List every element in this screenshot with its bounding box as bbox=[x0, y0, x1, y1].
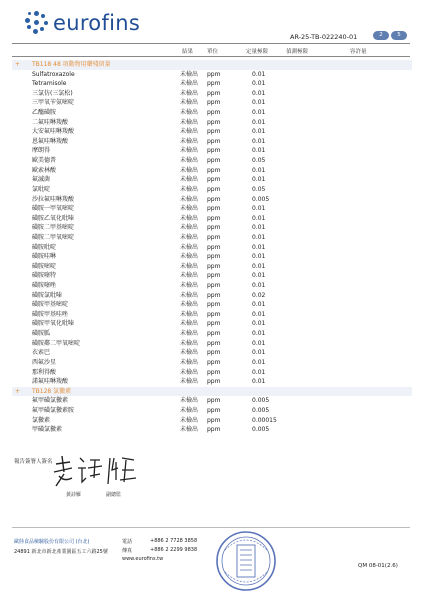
limit-value: 0.00015 bbox=[252, 416, 277, 424]
result-value: 未檢出 bbox=[180, 330, 199, 338]
unit-value: ppm bbox=[207, 330, 221, 338]
analyte-name: 磺胺噻唑 bbox=[32, 282, 57, 290]
unit-value: ppm bbox=[207, 89, 221, 97]
table-row bbox=[12, 214, 412, 224]
limit-value: 0.01 bbox=[252, 99, 266, 107]
analyte-name: 歐索林酸 bbox=[32, 166, 57, 174]
unit-value: ppm bbox=[207, 291, 221, 299]
table-row bbox=[12, 185, 412, 195]
result-value: 未檢出 bbox=[180, 426, 199, 434]
unit-value: ppm bbox=[207, 426, 221, 434]
limit-value: 0.01 bbox=[252, 262, 266, 270]
analyte-name: 西氟沙星 bbox=[32, 358, 57, 366]
table-row bbox=[12, 166, 412, 176]
table-row bbox=[12, 262, 412, 272]
limit-value: 0.01 bbox=[252, 339, 266, 347]
table-row bbox=[12, 310, 412, 320]
result-value: 未檢出 bbox=[180, 416, 199, 424]
table-row bbox=[12, 223, 412, 233]
unit-value: ppm bbox=[207, 397, 221, 405]
logo-dots-icon bbox=[24, 10, 50, 36]
unit-value: ppm bbox=[207, 262, 221, 270]
table-row bbox=[12, 368, 412, 378]
result-value: 未檢出 bbox=[180, 291, 199, 299]
result-value: 未檢出 bbox=[180, 80, 199, 88]
result-value: 未檢出 bbox=[180, 301, 199, 309]
footer-divider bbox=[12, 527, 410, 528]
table-row bbox=[12, 339, 412, 349]
unit-value: ppm bbox=[207, 320, 221, 328]
limit-value: 0.01 bbox=[252, 282, 266, 290]
col-unit: 單位 bbox=[207, 49, 219, 55]
result-value: 未檢出 bbox=[180, 185, 199, 193]
unit-value: ppm bbox=[207, 339, 221, 347]
result-value: 未檢出 bbox=[180, 70, 199, 78]
limit-value: 0.05 bbox=[252, 185, 266, 193]
result-value: 未檢出 bbox=[180, 109, 199, 117]
analyte-name: 磺胺噻特 bbox=[32, 272, 57, 280]
result-value: 未檢出 bbox=[180, 137, 199, 145]
result-value: 未檢出 bbox=[180, 157, 199, 165]
unit-value: ppm bbox=[207, 282, 221, 290]
analyte-name: Sulfatroxazole bbox=[32, 70, 75, 78]
col-method: 偵測極限 bbox=[286, 49, 309, 55]
result-value: 未檢出 bbox=[180, 205, 199, 213]
limit-value: 0.01 bbox=[252, 89, 266, 97]
result-value: 未檢出 bbox=[180, 89, 199, 97]
analyte-name: 磺胺一甲氧嘧啶 bbox=[32, 205, 75, 213]
unit-value: ppm bbox=[207, 406, 221, 414]
result-value: 未檢出 bbox=[180, 358, 199, 366]
table-row bbox=[12, 89, 412, 99]
table-row bbox=[12, 319, 412, 329]
table-row bbox=[12, 146, 412, 156]
table-row bbox=[12, 79, 412, 89]
limit-value: 0.01 bbox=[252, 176, 266, 184]
limit-value: 0.05 bbox=[252, 157, 266, 165]
table-row bbox=[12, 156, 412, 166]
company-name: 歐陸食品檢驗股份有限公司 (台北) bbox=[14, 539, 90, 545]
col-spec: 容許量 bbox=[350, 49, 367, 55]
result-value: 未檢出 bbox=[180, 166, 199, 174]
analyte-name: Tetramisole bbox=[32, 80, 67, 88]
limit-value: 0.01 bbox=[252, 272, 266, 280]
website-link[interactable]: www.eurofins.tw bbox=[122, 556, 164, 562]
table-row bbox=[12, 127, 412, 137]
page-total-badge: 5 bbox=[391, 31, 407, 40]
unit-value: ppm bbox=[207, 195, 221, 203]
signer-name: 黃詩雁 bbox=[66, 492, 82, 498]
section-header bbox=[12, 387, 412, 397]
result-value: 未檢出 bbox=[180, 118, 199, 126]
unit-value: ppm bbox=[207, 272, 221, 280]
table-row bbox=[12, 137, 412, 147]
unit-value: ppm bbox=[207, 176, 221, 184]
analyte-name: 磺胺二甲氧嘧啶 bbox=[32, 233, 75, 241]
analyte-name: 磺胺胍 bbox=[32, 330, 51, 338]
analyte-name: 大安氟哇啉羧酸 bbox=[32, 128, 75, 136]
limit-value: 0.01 bbox=[252, 128, 266, 136]
result-value: 未檢出 bbox=[180, 262, 199, 270]
table-row bbox=[12, 108, 412, 118]
result-value: 未檢出 bbox=[180, 195, 199, 203]
table-row bbox=[12, 406, 412, 416]
unit-value: ppm bbox=[207, 157, 221, 165]
analyte-name: 氯吡啶 bbox=[32, 185, 51, 193]
analyte-name: 磺胺乙氧化吡嗪 bbox=[32, 214, 75, 222]
brand-name: eurofins bbox=[53, 11, 141, 35]
limit-value: 0.01 bbox=[252, 243, 266, 251]
analyte-name: 摩朗得 bbox=[32, 147, 51, 155]
table-row bbox=[12, 281, 412, 291]
table-row bbox=[12, 243, 412, 253]
analyte-name: 乙醯磺胺 bbox=[32, 109, 57, 117]
limit-value: 0.005 bbox=[252, 397, 270, 405]
analyte-name: 磺胺甲基嘧啶 bbox=[32, 301, 69, 309]
analyte-name: 磺胺嘧啶 bbox=[32, 262, 57, 270]
page-current-badge: 2 bbox=[373, 31, 389, 40]
limit-value: 0.005 bbox=[252, 195, 270, 203]
limit-value: 0.005 bbox=[252, 406, 270, 414]
limit-value: 0.01 bbox=[252, 233, 266, 241]
unit-value: ppm bbox=[207, 128, 221, 136]
tel-label: 電話 bbox=[122, 539, 133, 545]
result-value: 未檢出 bbox=[180, 406, 199, 414]
limit-value: 0.01 bbox=[252, 109, 266, 117]
table-row bbox=[12, 329, 412, 339]
table-row bbox=[12, 70, 412, 80]
analyte-name: 氯黴素 bbox=[32, 416, 51, 424]
result-value: 未檢出 bbox=[180, 243, 199, 251]
analyte-name: 沙拉氟哇啉羧酸 bbox=[32, 195, 75, 203]
analyte-name: 磺胺甲基哇唑 bbox=[32, 310, 69, 318]
result-value: 未檢出 bbox=[180, 339, 199, 347]
unit-value: ppm bbox=[207, 70, 221, 78]
company-seal-stamp bbox=[215, 530, 277, 592]
section-label: TB128 氯黴素 bbox=[32, 387, 72, 395]
analyte-name: 那利得酸 bbox=[32, 368, 57, 376]
limit-value: 0.01 bbox=[252, 349, 266, 357]
unit-value: ppm bbox=[207, 118, 221, 126]
result-value: 未檢出 bbox=[180, 214, 199, 222]
table-header-divider bbox=[12, 56, 410, 57]
limit-value: 0.01 bbox=[252, 358, 266, 366]
result-value: 未檢出 bbox=[180, 224, 199, 232]
page-indicator bbox=[373, 31, 409, 40]
result-value: 未檢出 bbox=[180, 397, 199, 405]
result-value: 未檢出 bbox=[180, 253, 199, 261]
handwritten-signature bbox=[50, 448, 150, 490]
limit-value: 0.01 bbox=[252, 320, 266, 328]
unit-value: ppm bbox=[207, 214, 221, 222]
section-label: TB118 48 項動物用藥殘留量 bbox=[32, 61, 111, 68]
limit-value: 0.01 bbox=[252, 147, 266, 155]
analyte-name: 二氟哇啉羧酸 bbox=[32, 118, 69, 126]
limit-value: 0.01 bbox=[252, 224, 266, 232]
result-value: 未檢出 bbox=[180, 147, 199, 155]
unit-value: ppm bbox=[207, 233, 221, 241]
analyte-name: 恩氟哇啉羧酸 bbox=[32, 137, 69, 145]
table-row bbox=[12, 98, 412, 108]
analyte-name: 三甲氧苄氨嘧啶 bbox=[32, 99, 75, 107]
analyte-name: 氟甲磺氯黴素 bbox=[32, 397, 69, 405]
result-value: 未檢出 bbox=[180, 349, 199, 357]
table-row bbox=[12, 425, 412, 435]
limit-value: 0.01 bbox=[252, 70, 266, 78]
analyte-name: 磺胺氯吡嗪 bbox=[32, 291, 63, 299]
report-number: AR-25-TB-022240-01 bbox=[290, 33, 358, 41]
result-value: 未檢出 bbox=[180, 176, 199, 184]
table-row bbox=[12, 396, 412, 406]
table-row bbox=[12, 204, 412, 214]
table-row bbox=[12, 348, 412, 358]
table-row bbox=[12, 195, 412, 205]
analyte-name: 磺胺鄰二甲氧嘧啶 bbox=[32, 339, 81, 347]
unit-value: ppm bbox=[207, 349, 221, 357]
result-value: 未檢出 bbox=[180, 99, 199, 107]
result-value: 未檢出 bbox=[180, 378, 199, 386]
table-row bbox=[12, 118, 412, 128]
analyte-name: 歐美德普 bbox=[32, 157, 57, 165]
limit-value: 0.01 bbox=[252, 310, 266, 318]
limit-value: 0.01 bbox=[252, 214, 266, 222]
limit-value: 0.01 bbox=[252, 205, 266, 213]
header-divider bbox=[12, 43, 410, 44]
analyte-name: 磺胺二甲基嘧啶 bbox=[32, 224, 75, 232]
unit-value: ppm bbox=[207, 99, 221, 107]
unit-value: ppm bbox=[207, 224, 221, 232]
unit-value: ppm bbox=[207, 378, 221, 386]
limit-value: 0.01 bbox=[252, 80, 266, 88]
unit-value: ppm bbox=[207, 147, 221, 155]
analyte-name: 磺胺哇啉 bbox=[32, 253, 57, 261]
unit-value: ppm bbox=[207, 368, 221, 376]
analyte-name: 三氯仿(三氯松) bbox=[32, 89, 73, 97]
results-table bbox=[12, 60, 412, 435]
analyte-name: 衣索巴 bbox=[32, 349, 51, 357]
fax-label: 傳真 bbox=[122, 548, 133, 554]
result-value: 未檢出 bbox=[180, 282, 199, 290]
table-row bbox=[12, 233, 412, 243]
unit-value: ppm bbox=[207, 301, 221, 309]
unit-value: ppm bbox=[207, 205, 221, 213]
unit-value: ppm bbox=[207, 109, 221, 117]
signature-label: 報告簽署人簽名 bbox=[14, 459, 53, 465]
result-value: 未檢出 bbox=[180, 368, 199, 376]
analyte-name: 磺胺吡啶 bbox=[32, 243, 57, 251]
limit-value: 0.02 bbox=[252, 291, 266, 299]
limit-value: 0.005 bbox=[252, 426, 270, 434]
result-value: 未檢出 bbox=[180, 310, 199, 318]
analyte-name: 氟滅菌 bbox=[32, 176, 51, 184]
analyte-name: 磺胺甲氧化吡嗪 bbox=[32, 320, 75, 328]
analyte-name: 諾氟哇啉羧酸 bbox=[32, 378, 69, 386]
limit-value: 0.01 bbox=[252, 330, 266, 338]
analyte-name: 氟甲磺氯黴素胺 bbox=[32, 406, 75, 414]
unit-value: ppm bbox=[207, 243, 221, 251]
section-bullet-icon: + bbox=[15, 61, 21, 68]
section-header bbox=[12, 60, 412, 70]
section-bullet-icon: + bbox=[15, 387, 21, 395]
result-value: 未檢出 bbox=[180, 128, 199, 136]
fax-number: +886 2 2299 9838 bbox=[150, 547, 198, 553]
unit-value: ppm bbox=[207, 358, 221, 366]
result-value: 未檢出 bbox=[180, 233, 199, 241]
table-row bbox=[12, 252, 412, 262]
unit-value: ppm bbox=[207, 166, 221, 174]
unit-value: ppm bbox=[207, 253, 221, 261]
limit-value: 0.01 bbox=[252, 166, 266, 174]
limit-value: 0.01 bbox=[252, 253, 266, 261]
unit-value: ppm bbox=[207, 137, 221, 145]
unit-value: ppm bbox=[207, 310, 221, 318]
limit-value: 0.01 bbox=[252, 378, 266, 386]
table-row bbox=[12, 271, 412, 281]
col-result: 結果 bbox=[182, 49, 194, 55]
limit-value: 0.01 bbox=[252, 118, 266, 126]
table-row bbox=[12, 358, 412, 368]
analyte-name: 甲磺氯黴素 bbox=[32, 426, 63, 434]
tel-number: +886 2 7728 3858 bbox=[150, 538, 198, 544]
unit-value: ppm bbox=[207, 80, 221, 88]
table-row bbox=[12, 175, 412, 185]
signer-title: 副總監 bbox=[106, 492, 122, 498]
unit-value: ppm bbox=[207, 416, 221, 424]
limit-value: 0.01 bbox=[252, 137, 266, 145]
col-limit: 定量極限 bbox=[246, 49, 269, 55]
table-row bbox=[12, 416, 412, 426]
unit-value: ppm bbox=[207, 185, 221, 193]
eurofins-logo bbox=[24, 10, 140, 36]
form-number: QM 08-01(2.6) bbox=[358, 563, 398, 569]
limit-value: 0.01 bbox=[252, 368, 266, 376]
table-row bbox=[12, 291, 412, 301]
limit-value: 0.01 bbox=[252, 301, 266, 309]
result-value: 未檢出 bbox=[180, 272, 199, 280]
table-row bbox=[12, 300, 412, 310]
table-row bbox=[12, 377, 412, 387]
result-value: 未檢出 bbox=[180, 320, 199, 328]
company-address: 24891 新北市新北產業園區五工六路25號 bbox=[14, 549, 108, 555]
